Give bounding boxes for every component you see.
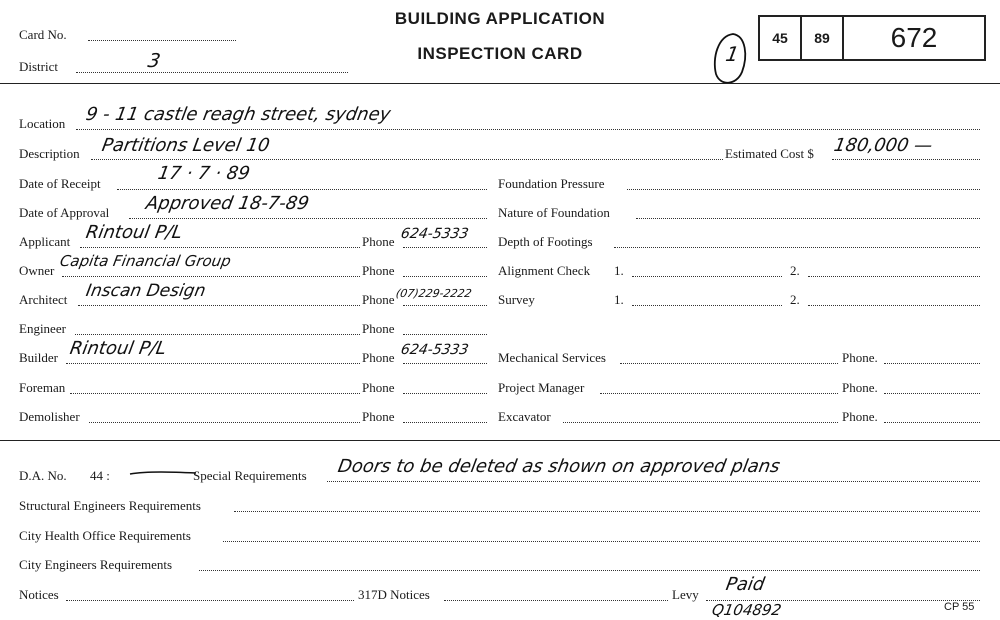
special-requirements-value: Doors to be deleted as shown on approved plans (336, 456, 782, 477)
box-cell-1: 45 (760, 17, 802, 59)
builder-field[interactable] (66, 363, 360, 364)
alignment-num-1: 1. (614, 263, 624, 278)
date-approval-label: Date of Approval (19, 205, 110, 220)
city-health-label: City Health Office Requirements (19, 528, 191, 543)
architect-value: Inscan Design (84, 281, 208, 301)
project-manager-phone-label: Phone. (842, 380, 878, 395)
card-no-label: Card No. (19, 27, 67, 42)
foreman-label: Foreman (19, 380, 66, 395)
foreman-field[interactable] (70, 393, 360, 394)
city-health-field[interactable] (223, 541, 980, 542)
dash-stroke-icon (128, 468, 198, 478)
project-manager-field[interactable] (600, 393, 838, 394)
notices-field[interactable] (66, 600, 354, 601)
special-requirements-label: Special Requirements (193, 468, 307, 483)
excavator-phone-label: Phone. (842, 409, 878, 424)
date-approval-field[interactable] (129, 218, 487, 219)
applicant-phone-label: Phone (362, 234, 395, 249)
nature-foundation-field[interactable] (636, 218, 980, 219)
builder-phone-value: 624-5333 (399, 342, 470, 358)
circled-mark-value: 1 (723, 42, 741, 66)
builder-value: Rintoul P/L (68, 338, 169, 359)
architect-phone-field[interactable] (403, 305, 487, 306)
levy-value: Paid (724, 574, 767, 595)
owner-phone-label: Phone (362, 263, 395, 278)
applicant-phone-value: 624-5333 (399, 226, 470, 242)
foreman-phone-label: Phone (362, 380, 395, 395)
survey-label: Survey (498, 292, 535, 307)
estimated-cost-value: 180,000 — (832, 135, 935, 156)
box-cell-3: 672 (890, 22, 938, 53)
architect-field[interactable] (78, 305, 360, 306)
engineer-field[interactable] (75, 334, 360, 335)
excavator-field[interactable] (563, 422, 838, 423)
card-number-box (758, 15, 986, 61)
demolisher-label: Demolisher (19, 409, 80, 424)
architect-phone-label: Phone (362, 292, 395, 307)
form-subtitle: INSPECTION CARD (417, 44, 583, 63)
depth-footings-field[interactable] (614, 247, 980, 248)
special-requirements-field[interactable] (327, 481, 980, 482)
demolisher-phone-field[interactable] (403, 422, 487, 423)
date-approval-value: Approved 18-7-89 (144, 193, 311, 214)
owner-field[interactable] (62, 276, 360, 277)
card-no-field[interactable] (88, 40, 236, 41)
mechanical-services-field[interactable] (620, 363, 838, 364)
estimated-cost-label: Estimated Cost $ (725, 146, 814, 161)
district-field[interactable] (76, 72, 348, 73)
description-label: Description (19, 146, 80, 161)
owner-phone-field[interactable] (403, 276, 487, 277)
alignment-num-2: 2. (790, 263, 800, 278)
structural-engineers-label: Structural Engineers Requirements (19, 498, 201, 513)
applicant-label: Applicant (19, 234, 71, 249)
notices-317d-field[interactable] (444, 600, 668, 601)
foreman-phone-field[interactable] (403, 393, 487, 394)
excavator-phone-field[interactable] (884, 422, 980, 423)
nature-foundation-label: Nature of Foundation (498, 205, 610, 220)
engineer-phone-label: Phone (362, 321, 395, 336)
owner-label: Owner (19, 263, 55, 278)
builder-phone-field[interactable] (403, 363, 487, 364)
description-value: Partitions Level 10 (100, 135, 272, 156)
alignment-check-label: Alignment Check (498, 263, 591, 278)
district-value: 3 (146, 50, 163, 72)
location-field[interactable] (76, 129, 980, 130)
demolisher-phone-label: Phone (362, 409, 395, 424)
notices-label: Notices (19, 587, 59, 602)
section-divider (0, 440, 1000, 441)
form-code: CP 55 (944, 601, 975, 613)
box-cell-2: 89 (802, 17, 844, 59)
applicant-field[interactable] (80, 247, 360, 248)
description-field[interactable] (91, 159, 723, 160)
engineer-phone-field[interactable] (403, 334, 487, 335)
city-engineers-label: City Engineers Requirements (19, 557, 173, 572)
form-title: BUILDING APPLICATION (394, 9, 606, 28)
foundation-pressure-label: Foundation Pressure (498, 176, 605, 191)
owner-value: Capita Financial Group (58, 252, 233, 270)
survey-1-field[interactable] (632, 305, 782, 306)
district-label: District (19, 59, 58, 74)
applicant-phone-field[interactable] (403, 247, 487, 248)
da-no-label: D.A. No. (19, 468, 67, 483)
location-label: Location (19, 116, 66, 131)
location-value: 9 - 11 castle reagh street, sydney (84, 104, 393, 125)
applicant-value: Rintoul P/L (84, 222, 185, 243)
architect-phone-value: (07)229-2222 (394, 287, 473, 300)
depth-footings-label: Depth of Footings (498, 234, 593, 249)
builder-label: Builder (19, 350, 58, 365)
engineer-label: Engineer (19, 321, 66, 336)
mechanical-phone-field[interactable] (884, 363, 980, 364)
survey-num-2: 2. (790, 292, 800, 307)
survey-num-1: 1. (614, 292, 624, 307)
notices-317d-label: 317D Notices (358, 587, 430, 602)
levy-label: Levy (672, 587, 699, 602)
survey-2-field[interactable] (808, 305, 980, 306)
alignment-check-1-field[interactable] (632, 276, 782, 277)
foundation-pressure-field[interactable] (627, 189, 980, 190)
receipt-number-value: Q104892 (710, 601, 783, 619)
estimated-cost-field[interactable] (832, 159, 980, 160)
structural-engineers-field[interactable] (234, 511, 980, 512)
date-receipt-value: 17 · 7 · 89 (156, 163, 252, 184)
mechanical-phone-label: Phone. (842, 350, 878, 365)
excavator-label: Excavator (498, 409, 551, 424)
mechanical-services-label: Mechanical Services (498, 350, 606, 365)
architect-label: Architect (19, 292, 68, 307)
header-divider (0, 83, 1000, 84)
date-receipt-label: Date of Receipt (19, 176, 101, 191)
project-manager-label: Project Manager (498, 380, 585, 395)
alignment-check-2-field[interactable] (808, 276, 980, 277)
da-no-value: 44 : (90, 468, 110, 483)
project-manager-phone-field[interactable] (884, 393, 980, 394)
city-engineers-field[interactable] (199, 570, 980, 571)
builder-phone-label: Phone (362, 350, 395, 365)
date-receipt-field[interactable] (117, 189, 487, 190)
demolisher-field[interactable] (89, 422, 360, 423)
